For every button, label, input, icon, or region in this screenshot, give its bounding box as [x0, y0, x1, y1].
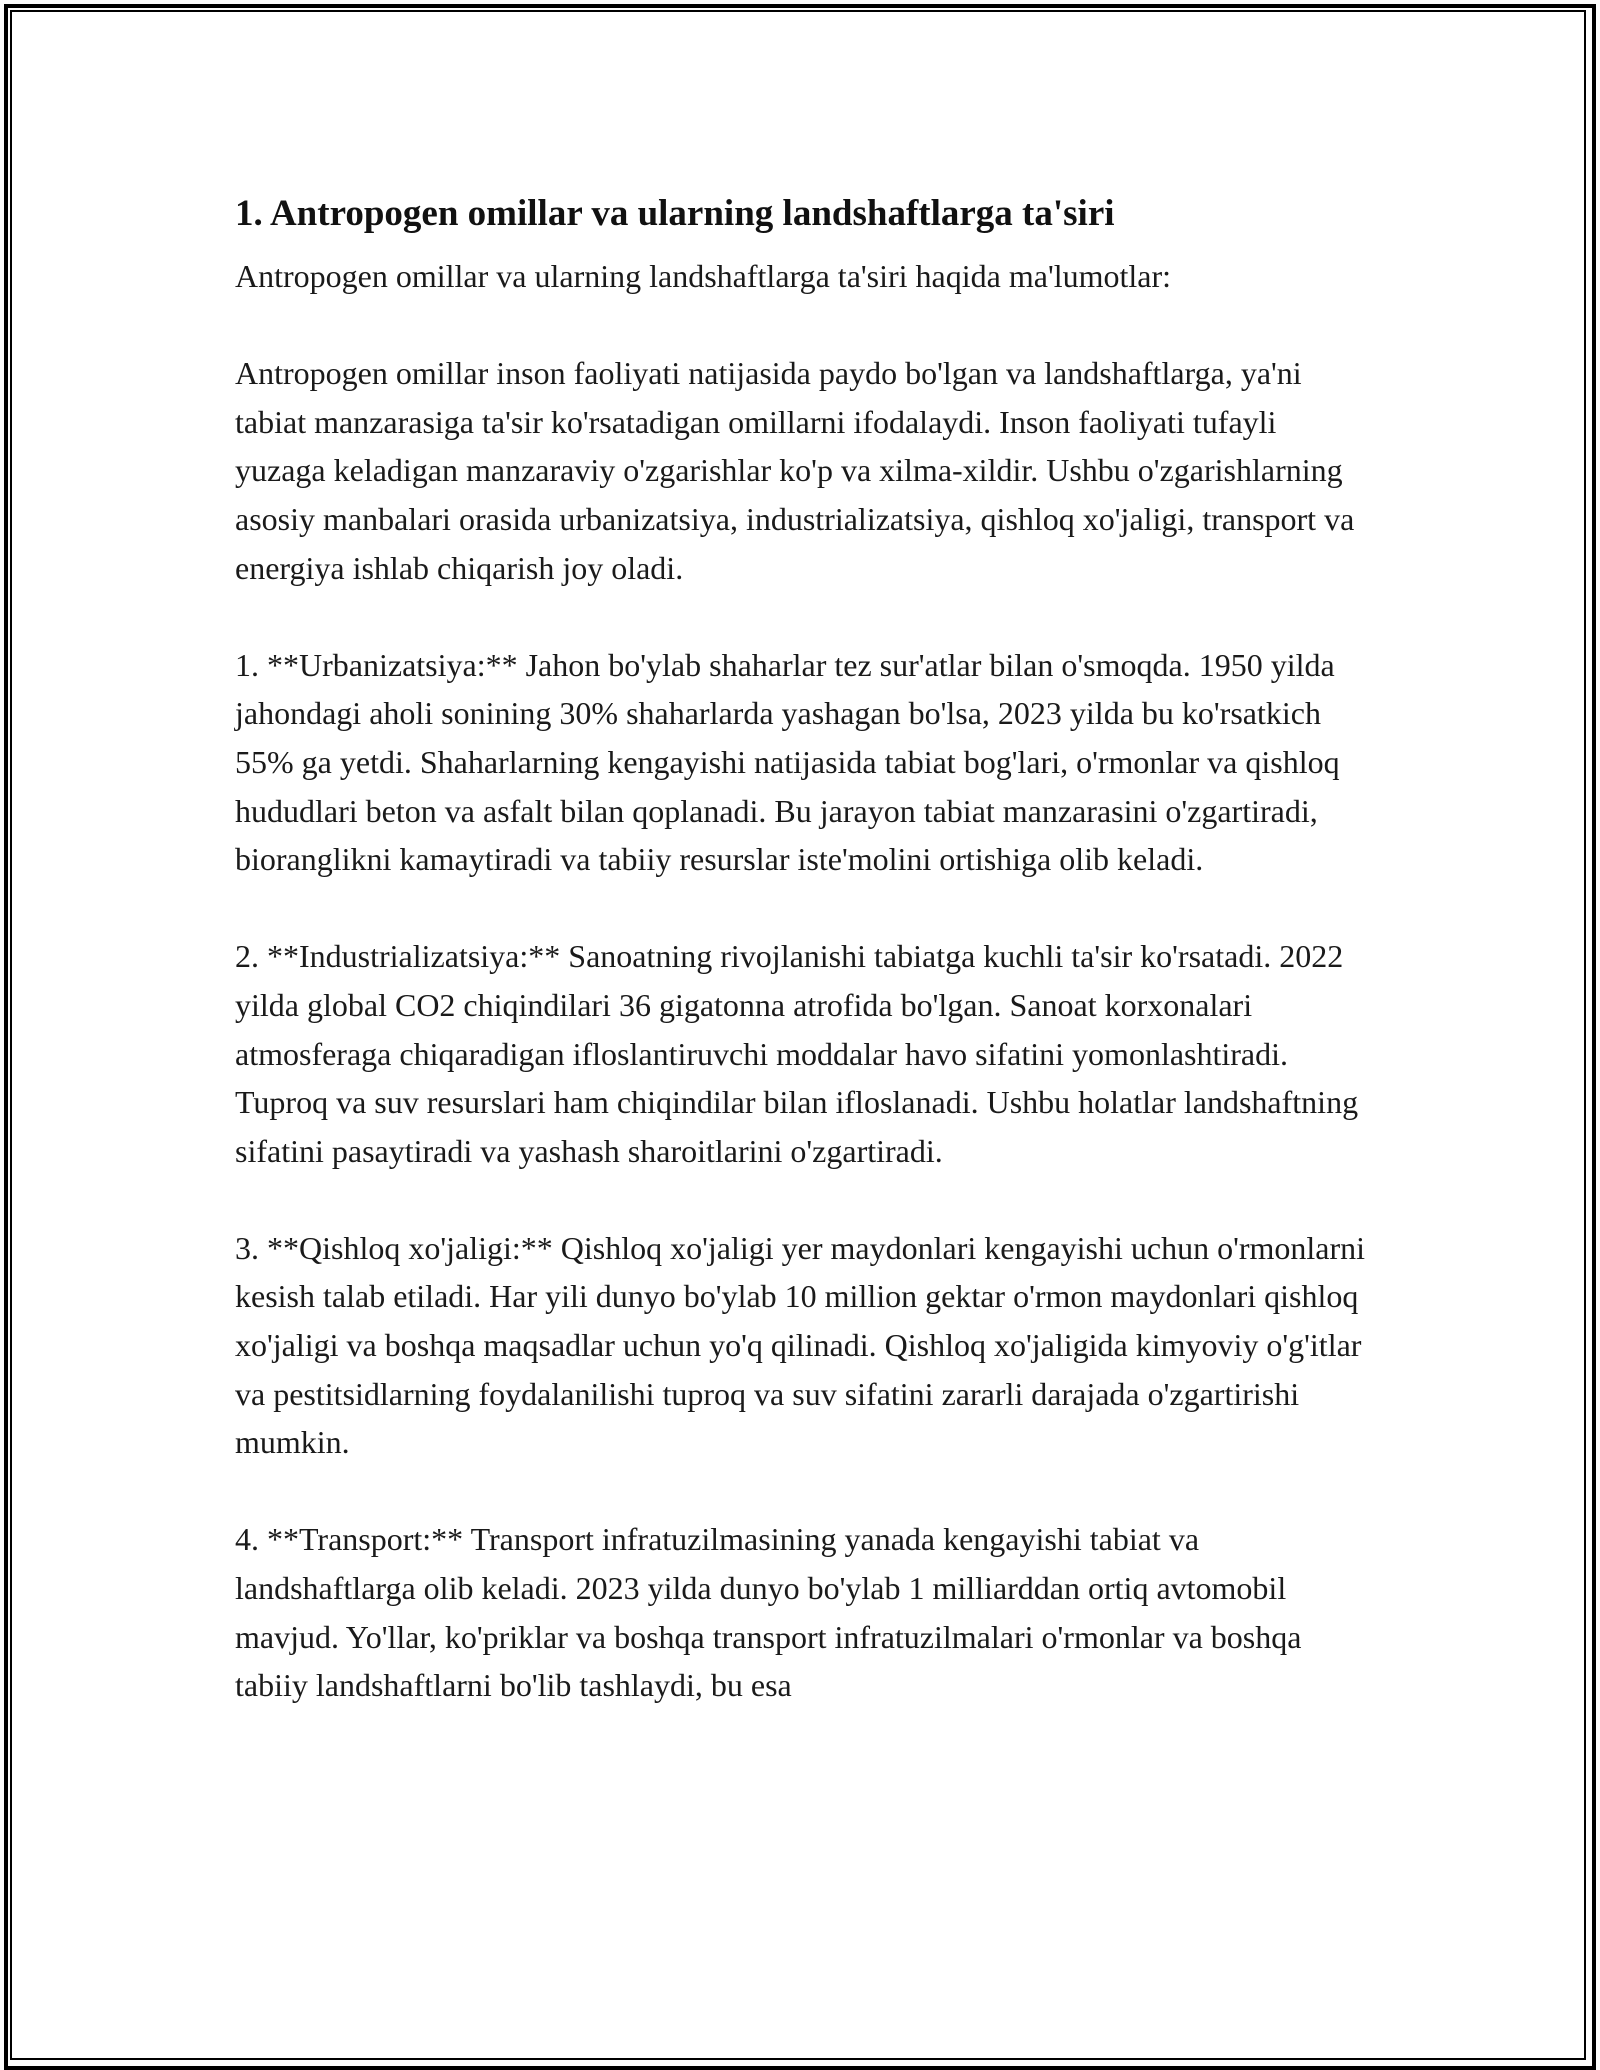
- document-title: 1. Antropogen omillar va ularning landshaftlarga ta'siri: [235, 193, 1115, 234]
- document-body: [235, 188, 1375, 1758]
- intro-paragraph: Antropogen omillar va ularning landshaftlarga ta'siri haqida ma'lumotlar:: [235, 258, 1172, 294]
- paragraph-overview: Antropogen omillar inson faoliyati natijasida paydo bo'lgan va landshaftlarga, ya'ni tabiat manzarasiga ta'sir ko'rsatadigan omillarni ifodalaydi. Inson faoliyati tufayli yuzaga keladigan manzaraviy o'zgarishlar ko'p va xilma-xildir. Ushbu o'zgarishlarning asosiy manbalari orasida urbanizatsiya, industrializatsiya, qishloq xo'jaligi, transport va energiya ishlab chiqarish joy oladi.: [235, 355, 1355, 586]
- paragraph-transport: 4. **Transport:** Transport infratuzilmasining yanada kengayishi tabiat va landshaftlarga olib keladi. 2023 yilda dunyo bo'ylab 1 milliarddan ortiq avtomobil mavjud. Yo'llar, ko'priklar va boshqa transport infratuzilmalari o'rmonlar va boshqa tabiiy landshaftlarni bo'lib tashlaydi, bu esa: [235, 1521, 1302, 1704]
- paragraph-agriculture: 3. **Qishloq xo'jaligi:** Qishloq xo'jaligi yer maydonlari kengayishi uchun o'rmonlarni kesish talab etiladi. Har yili dunyo bo'ylab 10 million gektar o'rmon maydonlari qishloq xo'jaligi va boshqa maqsadlar uchun yo'q qilinadi. Qishloq xo'jaligida kimyoviy o'g'itlar va pestitsidlarning foydalanilishi tuproq va suv sifatini zararli darajada o'zgartirishi mumkin.: [235, 1229, 1366, 1461]
- paragraph-urbanization: 1. **Urbanizatsiya:** Jahon bo'ylab shaharlar tez sur'atlar bilan o'smoqda. 1950 yilda jahondagi aholi sonining 30% shaharlarda yashagan bo'lsa, 2023 yilda bu ko'rsatkich 55% ga yetdi. Shaharlarning kengayishi natijasida tabiat bog'lari, o'rmonlar va qishloq hududlari beton va asfalt bilan qoplanadi. Bu jarayon tabiat manzarasini o'zgartiradi, bioranglikni kamaytiradi va tabiiy resurslar iste'molini ortishiga olib keladi.: [235, 646, 1340, 878]
- paragraph-industrialization: 2. **Industrializatsiya:** Sanoatning rivojlanishi tabiatga kuchli ta'sir ko'rsatadi. 2022 yilda global CO2 chiqindilari 36 gigatonna atrofida bo'lgan. Sanoat korxonalari atmosferaga chiqaradigan ifloslantiruvchi moddalar havo sifatini yomonlashtiradi. Tuproq va suv resurslari ham chiqindilar bilan ifloslanadi. Ushbu holatlar landshaftning sifatini pasaytiradi va yashash sharoitlarini o'zgartiradi.: [235, 938, 1359, 1169]
